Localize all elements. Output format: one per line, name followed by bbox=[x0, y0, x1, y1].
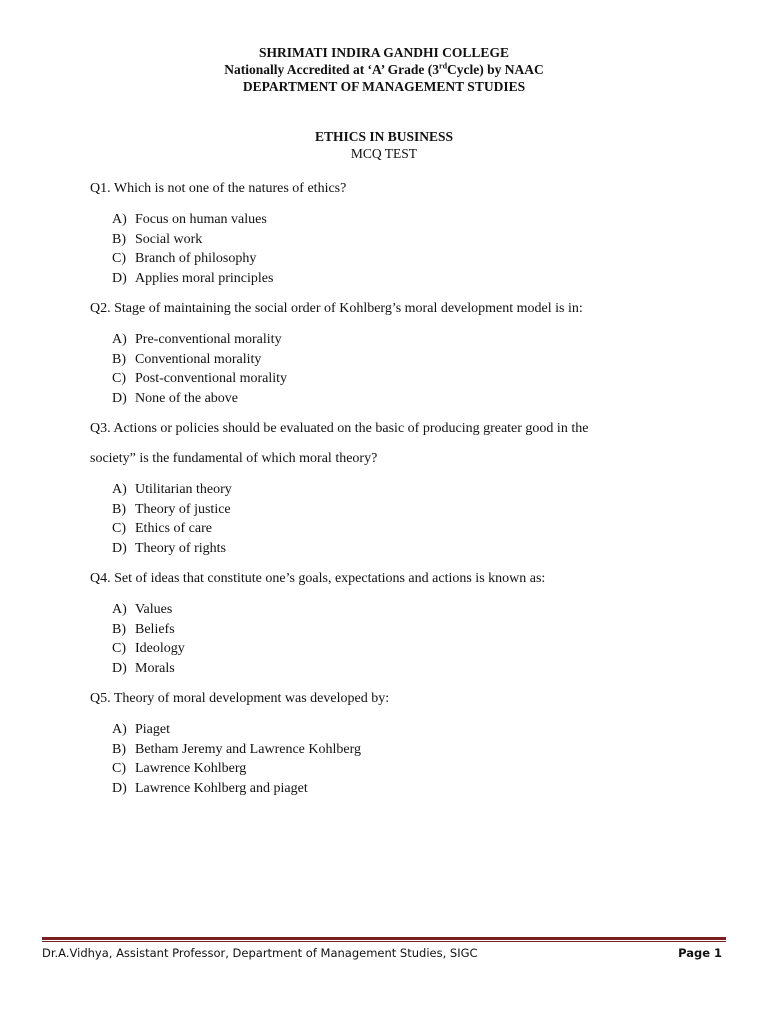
option-text: Branch of philosophy bbox=[135, 251, 257, 266]
option-letter: B) bbox=[112, 351, 126, 367]
option-text: Ethics of care bbox=[135, 521, 212, 536]
option-letter: C) bbox=[112, 521, 126, 536]
option-text: Theory of justice bbox=[135, 501, 231, 517]
option-item bbox=[112, 600, 710, 620]
option-list bbox=[90, 330, 710, 408]
option-item bbox=[112, 230, 710, 250]
option-letter: B) bbox=[112, 621, 126, 637]
question-text: Q2. Stage of maintaining the social order of Kohlberg’s moral development model is in: bbox=[90, 301, 583, 316]
option-list bbox=[90, 720, 710, 798]
department-name: DEPARTMENT OF MANAGEMENT STUDIES bbox=[242, 79, 526, 94]
page-footer bbox=[42, 946, 722, 960]
test-type: MCQ TEST bbox=[350, 146, 418, 161]
option-item bbox=[112, 539, 710, 559]
option-item bbox=[112, 249, 710, 269]
question-text: Q3. Actions or policies should be evaluated on the basic of producing greater good in the bbox=[90, 421, 589, 436]
option-item bbox=[112, 659, 710, 679]
accreditation-text-end: Cycle) by NAAC bbox=[447, 62, 544, 77]
option-letter: C) bbox=[112, 251, 126, 266]
option-letter: C) bbox=[112, 641, 126, 656]
footer-divider-thick bbox=[42, 937, 726, 940]
option-item bbox=[112, 519, 710, 539]
option-item bbox=[112, 350, 710, 370]
option-letter: D) bbox=[112, 540, 127, 556]
subject-title: ETHICS IN BUSINESS bbox=[314, 129, 454, 144]
option-item bbox=[112, 269, 710, 289]
option-item bbox=[112, 620, 710, 640]
option-list bbox=[90, 210, 710, 288]
footer-divider-thin bbox=[42, 941, 726, 942]
option-letter: B) bbox=[112, 231, 126, 247]
option-letter: D) bbox=[112, 270, 127, 286]
accreditation-superscript: rd bbox=[439, 61, 448, 71]
option-text: Betham Jeremy and Lawrence Kohlberg bbox=[135, 741, 361, 757]
option-text: Ideology bbox=[135, 641, 185, 656]
question-4 bbox=[90, 570, 710, 678]
option-item bbox=[112, 639, 710, 659]
question-3 bbox=[90, 420, 710, 558]
accreditation-text: Nationally Accredited at ‘A’ Grade (3 bbox=[224, 62, 440, 77]
option-text: Focus on human values bbox=[135, 212, 267, 227]
option-letter: D) bbox=[112, 390, 127, 406]
option-item bbox=[112, 500, 710, 520]
option-letter: B) bbox=[112, 741, 126, 757]
option-text: Social work bbox=[135, 231, 203, 247]
question-text-continued: society” is the fundamental of which moral theory? bbox=[90, 451, 378, 466]
option-text: Utilitarian theory bbox=[135, 482, 232, 497]
option-text: Piaget bbox=[135, 722, 170, 737]
question-5 bbox=[90, 690, 710, 798]
option-text: Post-conventional morality bbox=[135, 371, 288, 386]
option-list bbox=[90, 600, 710, 678]
option-item bbox=[112, 480, 710, 500]
option-item bbox=[112, 779, 710, 799]
option-letter: C) bbox=[112, 761, 126, 776]
option-item bbox=[112, 759, 710, 779]
question-text: Q1. Which is not one of the natures of ethics? bbox=[90, 181, 347, 196]
question-1 bbox=[90, 180, 710, 288]
question-text: Q5. Theory of moral development was developed by: bbox=[90, 691, 390, 706]
option-text: Lawrence Kohlberg bbox=[135, 761, 247, 776]
option-letter: A) bbox=[112, 332, 127, 347]
option-letter: A) bbox=[112, 212, 127, 227]
option-letter: D) bbox=[112, 660, 127, 676]
document-header bbox=[0, 44, 768, 95]
option-letter: B) bbox=[112, 501, 126, 517]
option-item bbox=[112, 369, 710, 389]
question-2 bbox=[90, 300, 710, 408]
option-letter: A) bbox=[112, 602, 127, 617]
option-text: Lawrence Kohlberg and piaget bbox=[135, 780, 308, 796]
accreditation-line bbox=[0, 61, 768, 78]
test-title-block bbox=[0, 128, 768, 162]
option-text: Beliefs bbox=[135, 621, 175, 637]
option-item bbox=[112, 720, 710, 740]
option-letter: A) bbox=[112, 482, 127, 497]
option-item bbox=[112, 389, 710, 409]
option-text: Conventional morality bbox=[135, 351, 262, 367]
page-number: Page 1 bbox=[678, 946, 722, 960]
option-list bbox=[90, 480, 710, 558]
college-name: SHRIMATI INDIRA GANDHI COLLEGE bbox=[259, 45, 509, 60]
option-text: Pre-conventional morality bbox=[135, 332, 282, 347]
option-item bbox=[112, 330, 710, 350]
question-text: Q4. Set of ideas that constitute one’s goals, expectations and actions is known as: bbox=[90, 571, 546, 586]
option-text: None of the above bbox=[135, 390, 239, 406]
option-letter: A) bbox=[112, 722, 127, 737]
footer-author: Dr.A.Vidhya, Assistant Professor, Department of Management Studies, SIGC bbox=[42, 946, 478, 960]
question-list bbox=[90, 180, 710, 810]
option-text: Applies moral principles bbox=[135, 270, 274, 286]
option-letter: D) bbox=[112, 780, 127, 796]
option-text: Theory of rights bbox=[135, 540, 226, 556]
option-text: Morals bbox=[135, 660, 175, 676]
option-item bbox=[112, 740, 710, 760]
option-item bbox=[112, 210, 710, 230]
option-letter: C) bbox=[112, 371, 126, 386]
option-text: Values bbox=[135, 602, 173, 617]
